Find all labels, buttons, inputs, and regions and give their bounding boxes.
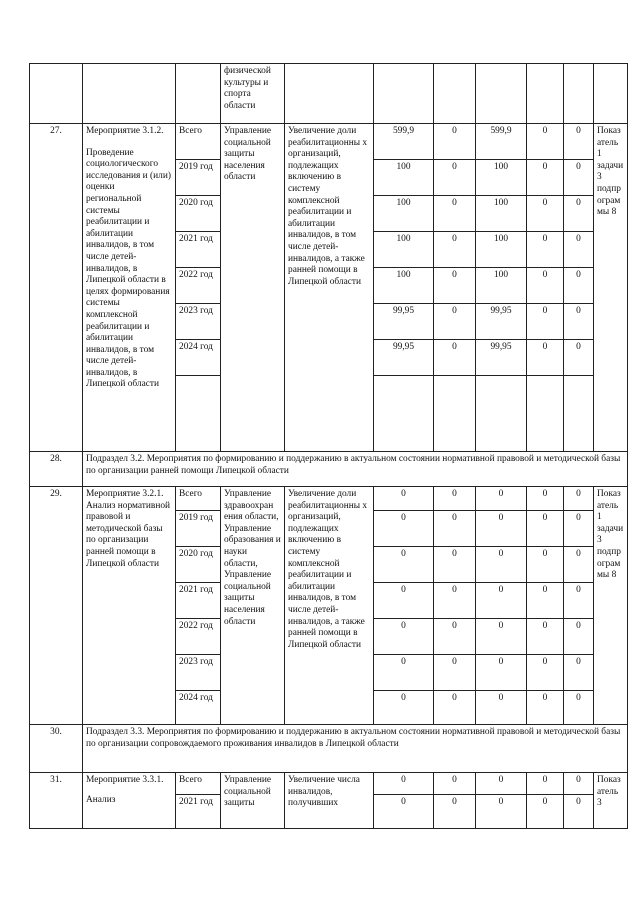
value-cell: 99,95 (374, 304, 434, 340)
value-cell: 0 (476, 583, 527, 619)
executor-cell: Управление социальной защиты населения области (221, 124, 285, 452)
value-cell: 0 (434, 196, 476, 232)
value-cell: 0 (564, 795, 594, 829)
year-cell: Всего (176, 773, 221, 795)
value-cell: 0 (476, 547, 527, 583)
year-cell: 2022 год (176, 619, 221, 655)
value-cell: 0 (374, 619, 434, 655)
value-cell: 0 (374, 583, 434, 619)
value-cell: 0 (564, 583, 594, 619)
value-cell: 100 (476, 160, 527, 196)
value-cell: 0 (434, 268, 476, 304)
measure-title: Мероприятие 3.1.2. (86, 126, 164, 136)
value-cell: 0 (434, 511, 476, 547)
value-cell: 100 (374, 268, 434, 304)
value-cell: 0 (564, 655, 594, 691)
value-cell: 0 (374, 511, 434, 547)
value-cell: 0 (564, 691, 594, 725)
year-cell: 2023 год (176, 655, 221, 691)
value-cell: 100 (476, 196, 527, 232)
value-cell: 0 (564, 773, 594, 795)
value-cell: 0 (564, 160, 594, 196)
value-cell: 99,95 (374, 340, 434, 376)
year-cell: 2020 год (176, 547, 221, 583)
value-cell: 0 (527, 655, 564, 691)
row-number: 31. (30, 773, 83, 829)
note-cell: Показ атель 1 задачи 3 подпр ограм мы 8 (594, 487, 628, 725)
value-cell: 0 (434, 232, 476, 268)
value-cell: 0 (527, 619, 564, 655)
year-cell: 2023 год (176, 304, 221, 340)
value-cell: 0 (564, 232, 594, 268)
value-cell: 0 (476, 655, 527, 691)
value-cell: 0 (434, 160, 476, 196)
value-cell: 0 (434, 773, 476, 795)
value-cell: 0 (564, 340, 594, 376)
value-cell: 0 (476, 691, 527, 725)
value-cell: 0 (527, 795, 564, 829)
value-cell: 0 (434, 795, 476, 829)
value-cell: 0 (476, 487, 527, 511)
value-cell: 0 (434, 340, 476, 376)
value-cell: 0 (527, 487, 564, 511)
row-number: 29. (30, 487, 83, 725)
value-cell: 0 (374, 795, 434, 829)
value-cell: 0 (564, 511, 594, 547)
value-cell: 0 (434, 655, 476, 691)
table-row (30, 725, 628, 773)
value-cell: 0 (527, 691, 564, 725)
value-cell: 0 (527, 773, 564, 795)
measure-text: Мероприятие 3.2.1. Анализ нормативной правовой и методической базы по организации ранней помощи в Липецкой области (83, 487, 176, 725)
row-number: 27. (30, 124, 83, 452)
executor-cell: Управление социальной защиты (221, 773, 285, 829)
value-cell: 0 (527, 160, 564, 196)
value-cell: 0 (564, 196, 594, 232)
value-cell: 0 (564, 619, 594, 655)
value-cell: 100 (476, 268, 527, 304)
measure-description (83, 773, 176, 829)
value-cell: 0 (527, 511, 564, 547)
value-cell: 0 (564, 487, 594, 511)
subsection-title: Подраздел 3.3. Мероприятия по формированию и поддержанию в актуальном состоянии нормативной правовой и методической базы по организации сопровождаемого проживания инвалидов в Липецкой области (83, 725, 628, 773)
value-cell: 0 (476, 619, 527, 655)
value-cell: 0 (527, 232, 564, 268)
value-cell: 0 (476, 773, 527, 795)
executor-cell: Управление здравоохран ения области, Управление образования и науки области, Управление социальной защиты населения области (221, 487, 285, 725)
note-cell: Показ атель 3 (594, 773, 628, 829)
value-cell: 0 (527, 583, 564, 619)
measure-text: Анализ (86, 794, 116, 805)
value-cell: 0 (564, 268, 594, 304)
row-number: 28. (30, 452, 83, 487)
value-cell: 0 (374, 655, 434, 691)
value-cell: 0 (527, 196, 564, 232)
value-cell: 100 (374, 160, 434, 196)
program-table (29, 63, 628, 829)
year-cell: 2020 год (176, 196, 221, 232)
value-cell: 0 (476, 795, 527, 829)
value-cell: 0 (564, 547, 594, 583)
table-row (30, 124, 628, 160)
measure-title: Мероприятие 3.3.1. (86, 775, 164, 785)
indicator-cell: Увеличение доли реабилитационны х организаций, подлежащих включению в систему комплексной реабилитации и абилитации инвалидов, в том числе детей-инвалидов, а также ранней помощи в Липецкой области (285, 124, 374, 452)
value-cell: 99,95 (476, 340, 527, 376)
value-cell: 0 (476, 511, 527, 547)
measure-description (83, 124, 176, 452)
value-cell: 0 (564, 304, 594, 340)
value-cell: 0 (434, 304, 476, 340)
value-cell: 0 (527, 124, 564, 160)
year-cell: Всего (176, 487, 221, 511)
value-cell: 100 (476, 232, 527, 268)
value-cell: 0 (374, 547, 434, 583)
value-cell: 0 (374, 487, 434, 511)
year-cell: 2019 год (176, 511, 221, 547)
year-cell: 2021 год (176, 795, 221, 829)
value-cell: 0 (527, 547, 564, 583)
year-cell: 2021 год (176, 583, 221, 619)
value-cell: 0 (564, 124, 594, 160)
year-cell: 2022 год (176, 268, 221, 304)
value-cell: 599,9 (374, 124, 434, 160)
year-cell: 2021 год (176, 232, 221, 268)
table-row (30, 452, 628, 487)
subsection-title: Подраздел 3.2. Мероприятия по формированию и поддержанию в актуальном состоянии нормативной правовой и методической базы по организации ранней помощи Липецкой области (83, 452, 628, 487)
row-number: 30. (30, 725, 83, 773)
year-cell: Всего (176, 124, 221, 160)
value-cell: 0 (374, 691, 434, 725)
value-cell: 0 (434, 619, 476, 655)
value-cell: 0 (434, 487, 476, 511)
value-cell: 100 (374, 232, 434, 268)
measure-text: Проведение социологического исследования и (или) оценки региональной системы реабилитации и абилитации инвалидов, в том числе детей-инвалидов, в Липецкой области в целях формирования системы комплексной реабилитации и абилитации инвалидов, в том числе детей-инвалидов, в Липецкой области (86, 147, 171, 390)
value-cell: 0 (434, 691, 476, 725)
indicator-cell: Увеличение числа инвалидов, получивших (285, 773, 374, 829)
value-cell: 0 (434, 547, 476, 583)
table-row (30, 64, 628, 124)
value-cell: 599,9 (476, 124, 527, 160)
table-row (30, 773, 628, 795)
value-cell: 99,95 (476, 304, 527, 340)
value-cell: 0 (434, 124, 476, 160)
year-cell: 2024 год (176, 691, 221, 725)
value-cell: 0 (374, 773, 434, 795)
indicator-cell: Увеличение доли реабилитационны х организаций, подлежащих включению в систему комплексной реабилитации и абилитации инвалидов, в том числе детей-инвалидов, а также ранней помощи в Липецкой области (285, 487, 374, 725)
value-cell: 0 (527, 340, 564, 376)
year-cell: 2019 год (176, 160, 221, 196)
value-cell: 0 (527, 268, 564, 304)
executor-cell: физической культуры и спорта области (221, 64, 285, 124)
note-cell: Показ атель 1 задачи 3 подпр ограм мы 8 (594, 124, 628, 452)
value-cell: 0 (527, 304, 564, 340)
value-cell: 100 (374, 196, 434, 232)
value-cell: 0 (434, 583, 476, 619)
table-row (30, 487, 628, 511)
year-cell: 2024 год (176, 340, 221, 376)
